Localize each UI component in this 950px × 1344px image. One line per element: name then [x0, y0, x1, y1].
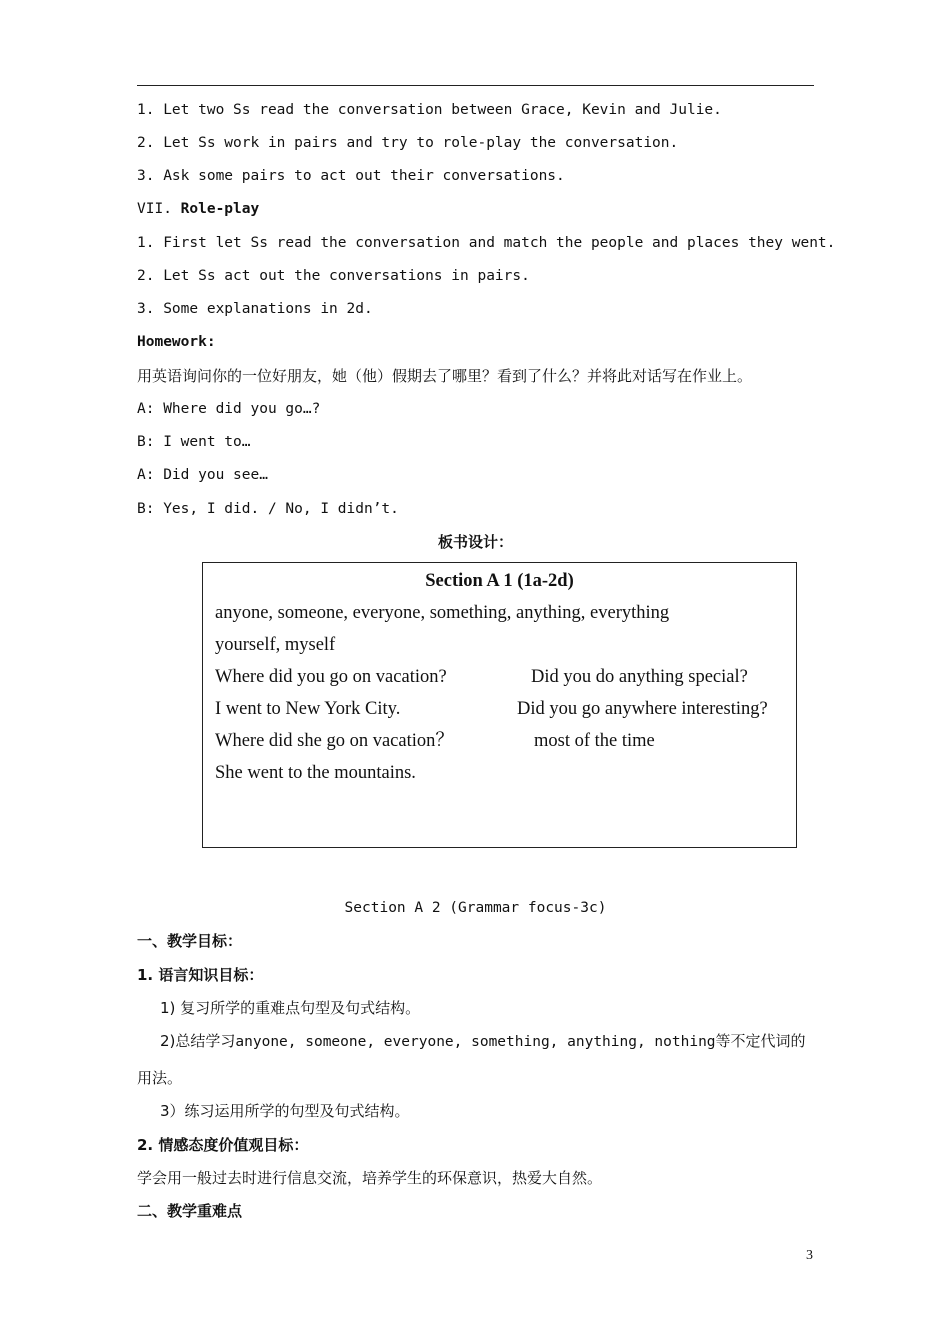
goal-3: 3）练习运用所学的句型及句式结构。	[160, 1102, 410, 1120]
page-number: 3	[806, 1248, 813, 1263]
board-line-reflexive: yourself, myself	[215, 635, 336, 655]
objectives-heading: 一、教学目标：	[137, 932, 243, 950]
knowledge-goals-heading: 1. 语言知识目标：	[137, 966, 264, 984]
goal-2-words: anyone, someone, everyone, something, anything, nothing	[235, 1034, 716, 1050]
section-7-heading	[137, 199, 259, 219]
homework-heading: Homework:	[137, 334, 216, 350]
dialogue-line: A: Where did you go…?	[137, 401, 321, 417]
goal-2-suffix: 等不定代词的	[715, 1032, 806, 1050]
step-1: 1. Let two Ss read the conversation between Grace, Kevin and Julie.	[137, 102, 722, 118]
goal-1: 1) 复习所学的重难点句型及句式结构。	[160, 999, 421, 1017]
board-left-line: I went to New York City.	[215, 699, 401, 719]
board-left-line: Where did you go on vacation?	[215, 667, 447, 687]
attitude-goals-heading: 2. 情感态度价值观目标：	[137, 1136, 309, 1154]
key-points-heading: 二、教学重难点	[137, 1202, 243, 1220]
board-right-line: most of the time	[534, 731, 655, 751]
board-title: Section A 1 (1a-2d)	[425, 571, 574, 591]
roleplay-step-3: 3. Some explanations in 2d.	[137, 301, 373, 317]
dialogue-line: B: I went to…	[137, 434, 251, 450]
attitude-goal: 学会用一般过去时进行信息交流，培养学生的环保意识，热爱大自然。	[137, 1169, 603, 1187]
section-2-title: Section A 2 (Grammar focus-3c)	[344, 900, 607, 916]
goal-2	[160, 1031, 806, 1052]
roleplay-step-2: 2. Let Ss act out the conversations in pairs.	[137, 268, 530, 284]
board-right-line: Did you do anything special?	[531, 667, 748, 687]
header-rule	[137, 85, 814, 86]
goal-2-prefix: 2)总结学习	[160, 1032, 236, 1050]
step-2: 2. Let Ss work in pairs and try to role-play the conversation.	[137, 135, 679, 151]
homework-instruction: 用英语询问你的一位好朋友，她（他）假期去了哪里？看到了什么？并将此对话写在作业上。	[137, 367, 753, 385]
dialogue-line: B: Yes, I did. / No, I didn’t.	[137, 501, 399, 517]
board-caption: 板书设计：	[437, 533, 513, 551]
board-line-pronouns: anyone, someone, everyone, something, anything, everything	[215, 603, 670, 623]
section-7-number: VII.	[137, 201, 172, 217]
section-7-title: Role-play	[180, 201, 260, 217]
goal-2-continued: 用法。	[137, 1069, 183, 1087]
roleplay-step-1: 1. First let Ss read the conversation and match the people and places they went.	[137, 235, 836, 251]
board-design-box	[202, 562, 797, 848]
board-right-line: Did you go anywhere interesting?	[517, 699, 768, 719]
step-3: 3. Ask some pairs to act out their conversations.	[137, 168, 565, 184]
board-left-line: Where did she go on vacation？	[215, 731, 454, 751]
board-left-line: She went to the mountains.	[215, 763, 416, 783]
dialogue-line: A: Did you see…	[137, 467, 268, 483]
